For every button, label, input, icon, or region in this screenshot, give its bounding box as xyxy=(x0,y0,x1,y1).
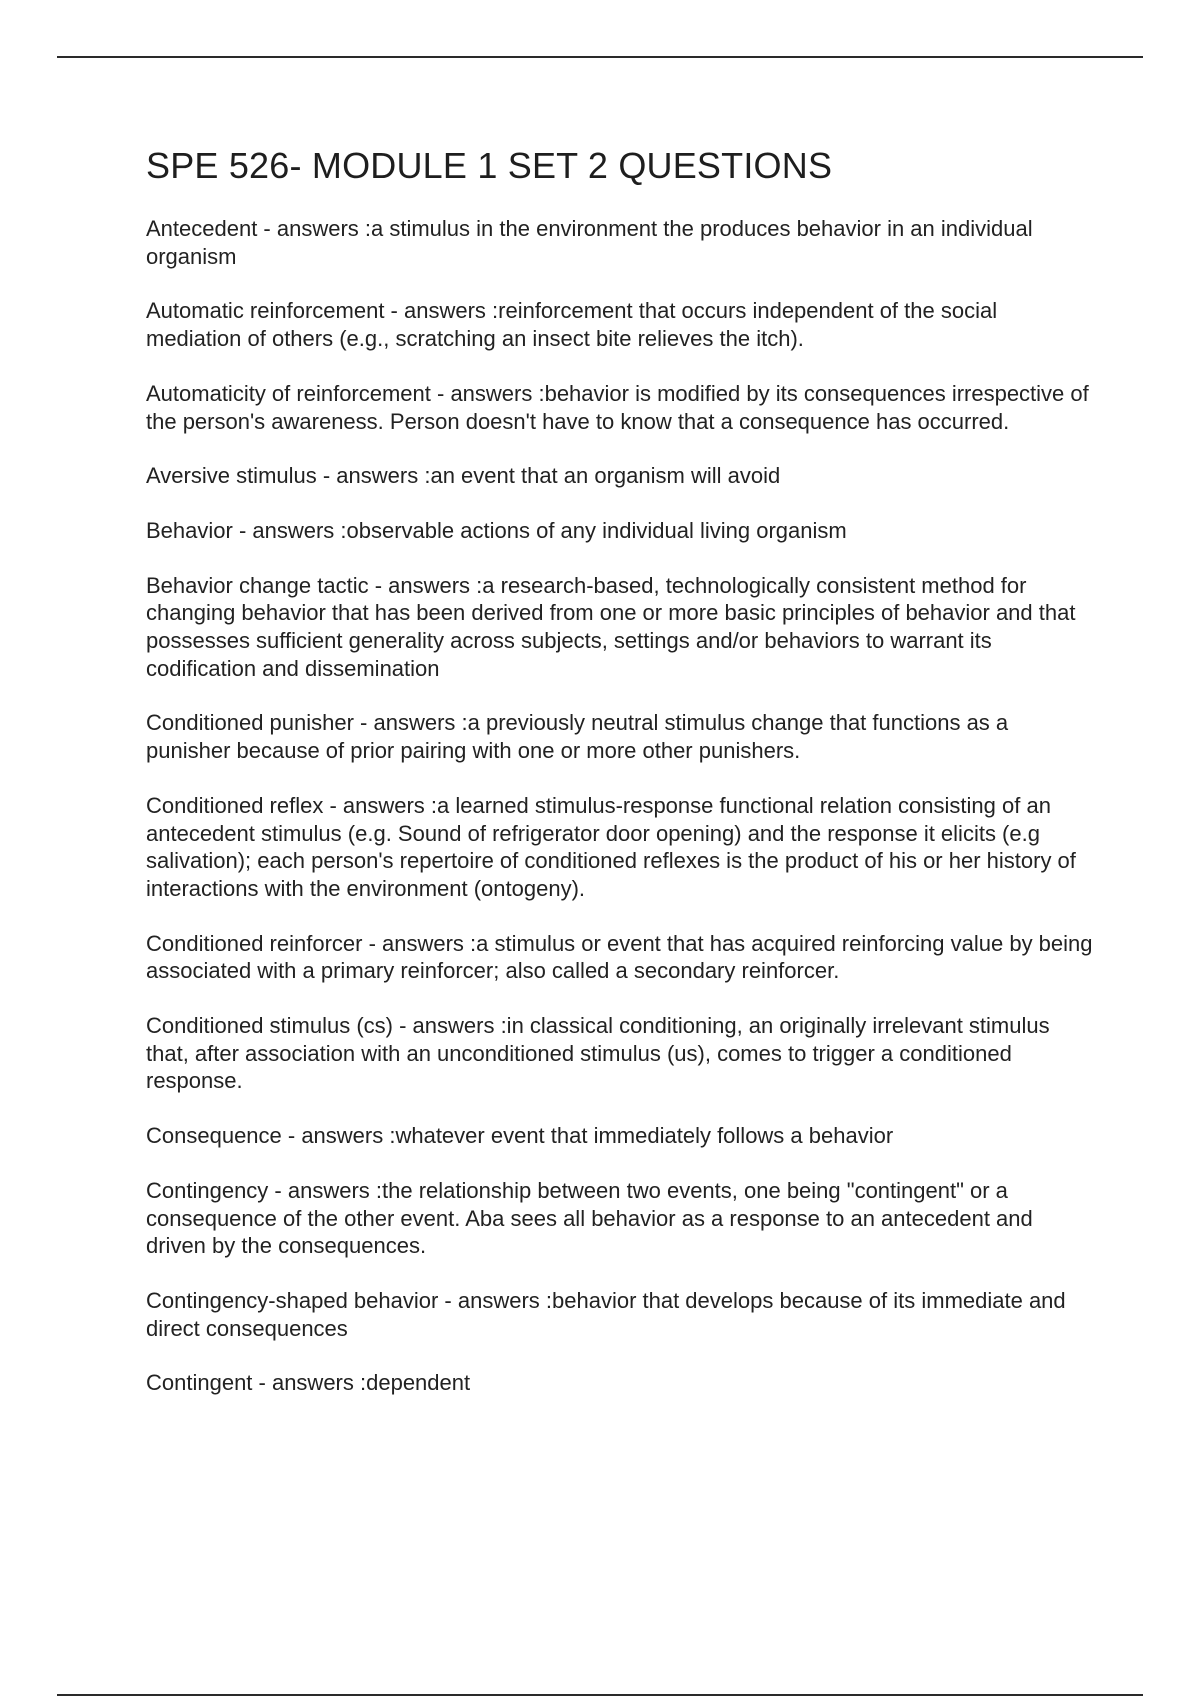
glossary-list xyxy=(146,215,1096,1397)
glossary-entry-behavior-change-tactic: Behavior change tactic - answers :a research-based, technologically consistent method for changing behavior that has been derived from one or more basic principles of behavior and that possesses sufficient generality across subjects, settings and/or behaviors to warrant its codification and dissemination xyxy=(146,572,1076,681)
glossary-entry-contingency-shaped-behavior: Contingency-shaped behavior - answers :behavior that develops because of its immediate and direct consequences xyxy=(146,1287,1066,1341)
document-content xyxy=(146,143,1096,1424)
glossary-entry-contingent: Contingent - answers :dependent xyxy=(146,1370,471,1396)
glossary-entry-conditioned-reflex: Conditioned reflex - answers :a learned stimulus-response functional relation consisting of an antecedent stimulus (e.g. Sound of refrigerator door opening) and the response it elicits (e.g salivation); each person's repertoire of conditioned reflexes is the product of his or her history of interactions with the environment (ontogeny). xyxy=(146,792,1076,901)
glossary-entry-conditioned-punisher: Conditioned punisher - answers :a previously neutral stimulus change that functions as a punisher because of prior pairing with one or more other punishers. xyxy=(146,710,1009,764)
glossary-entry-behavior: Behavior - answers :observable actions of any individual living organism xyxy=(146,517,847,543)
glossary-entry-automaticity-of-reinforcement: Automaticity of reinforcement - answers :behavior is modified by its consequences irrespective of the person's awareness. Person doesn't have to know that a consequence has occurred. xyxy=(146,380,1089,434)
glossary-entry-consequence: Consequence - answers :whatever event that immediately follows a behavior xyxy=(146,1123,894,1149)
glossary-entry-conditioned-reinforcer: Conditioned reinforcer - answers :a stimulus or event that has acquired reinforcing value by being associated with a primary reinforcer; also called a secondary reinforcer. xyxy=(146,930,1093,984)
glossary-entry-contingency: Contingency - answers :the relationship between two events, one being "contingent" or a consequence of the other event. Aba sees all behavior as a response to an antecedent and driven by the consequences. xyxy=(146,1177,1033,1259)
glossary-entry-automatic-reinforcement: Automatic reinforcement - answers :reinforcement that occurs independent of the social mediation of others (e.g., scratching an insect bite relieves the itch). xyxy=(146,298,998,352)
glossary-entry-aversive-stimulus: Aversive stimulus - answers :an event that an organism will avoid xyxy=(146,463,781,489)
document-title: SPE 526- MODULE 1 SET 2 QUESTIONS xyxy=(146,145,833,186)
glossary-entry-antecedent: Antecedent - answers :a stimulus in the environment the produces behavior in an individual organism xyxy=(146,216,1033,269)
top-divider xyxy=(57,56,1143,58)
glossary-entry-conditioned-stimulus: Conditioned stimulus (cs) - answers :in classical conditioning, an originally irrelevant stimulus that, after association with an unconditioned stimulus (us), comes to trigger a conditioned response. xyxy=(146,1013,1050,1094)
bottom-divider xyxy=(57,1694,1143,1696)
